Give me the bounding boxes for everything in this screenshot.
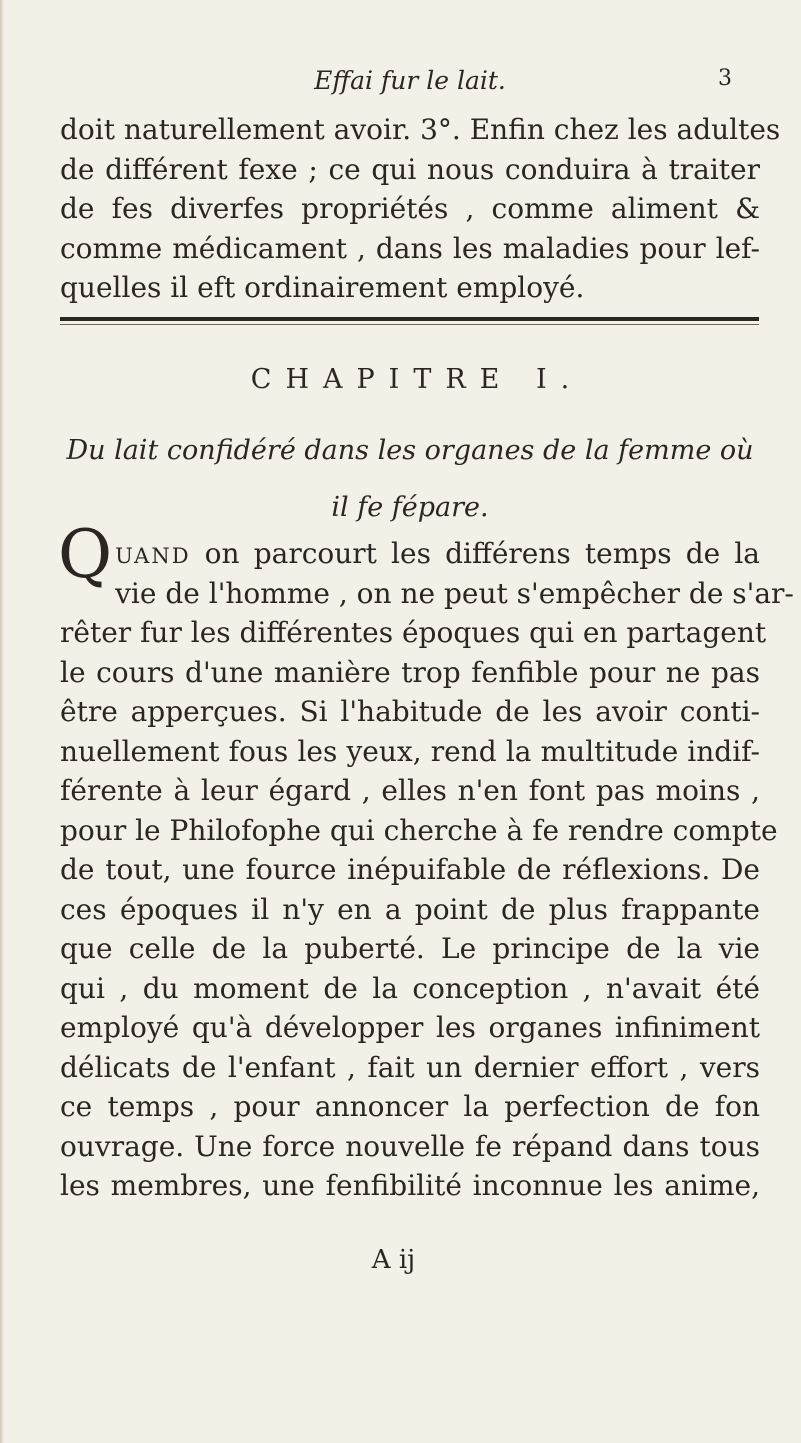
text-line: que celle de la puberté. Le principe de la vie: [60, 932, 760, 965]
text-line: délicats de l'enfant , fait un dernier effort , vers: [60, 1050, 760, 1084]
text-line: rêter fur les différentes époques qui en partagent: [60, 616, 767, 649]
text-line: employé qu'à développer les organes infiniment: [60, 1011, 760, 1044]
chapter-subtitle-line: il fe fépare.: [331, 492, 489, 523]
text-line: doit naturellement avoir. 3°. Enfin chez les adultes: [60, 113, 781, 146]
text-line: de tout, une fource inépuifable de réflexions. De: [60, 853, 760, 886]
opening-rest: on parcourt les différens temps de la: [190, 537, 760, 570]
text-line: férente à leur égard , elles n'en font pas moins ,: [60, 774, 760, 807]
page-binding-edge: [0, 0, 4, 1443]
chapter-subtitle-line: Du lait confidéré dans les organes de la femme où: [66, 435, 754, 466]
signature-mark-text: A ij: [371, 1245, 416, 1275]
text-line: les membres, une fenfibilité inconnue les anime,: [60, 1169, 760, 1202]
chapter-heading: CHAPITRE I.: [250, 364, 584, 395]
text-line: nuellement fous les yeux, rend la multitude indif-: [60, 734, 760, 768]
text-line: vie de l'homme , on ne peut s'empêcher de s'ar-: [115, 576, 794, 610]
text-line: ce temps , pour annoncer la perfection de fon: [60, 1090, 760, 1123]
text-line: de fes diverfes propriétés , comme aliment &: [60, 192, 760, 225]
text-line: ces époques il n'y en a point de plus frappante: [60, 892, 760, 926]
text-line: ouvrage. Une force nouvelle fe répand dans tous: [60, 1129, 760, 1163]
page-number: 3: [718, 66, 732, 91]
divider-thick-line: [60, 317, 759, 321]
running-head: [60, 62, 760, 98]
opening-smallcaps: UAND: [115, 544, 191, 568]
text-line: comme médicament , dans les maladies pour lef-: [60, 231, 760, 265]
preamble-paragraph: [60, 110, 781, 308]
divider-thin-line: [60, 324, 759, 325]
opening-line: [58, 516, 760, 593]
text-line: de différent fexe ; ce qui nous conduira à traiter: [60, 152, 760, 186]
text-line: être apperçues. Si l'habitude de les avoir conti-: [60, 695, 760, 728]
chapter-subtitle: [60, 422, 760, 536]
running-head-title: Effai fur le lait.: [314, 66, 506, 95]
drop-cap: Q: [58, 516, 113, 593]
text-line: quelles il eft ordinairement employé.: [60, 271, 585, 304]
text-line: qui , du moment de la conception , n'avait été: [60, 971, 760, 1005]
chapter-divider-rule: [60, 317, 759, 328]
signature-mark: [0, 1245, 801, 1275]
text-line: pour le Philofophe qui cherche à fe rendre compte: [60, 813, 778, 847]
text-line: le cours d'une manière trop fenfible pour ne pas: [60, 655, 760, 689]
chapter-paragraph: [58, 516, 794, 1206]
